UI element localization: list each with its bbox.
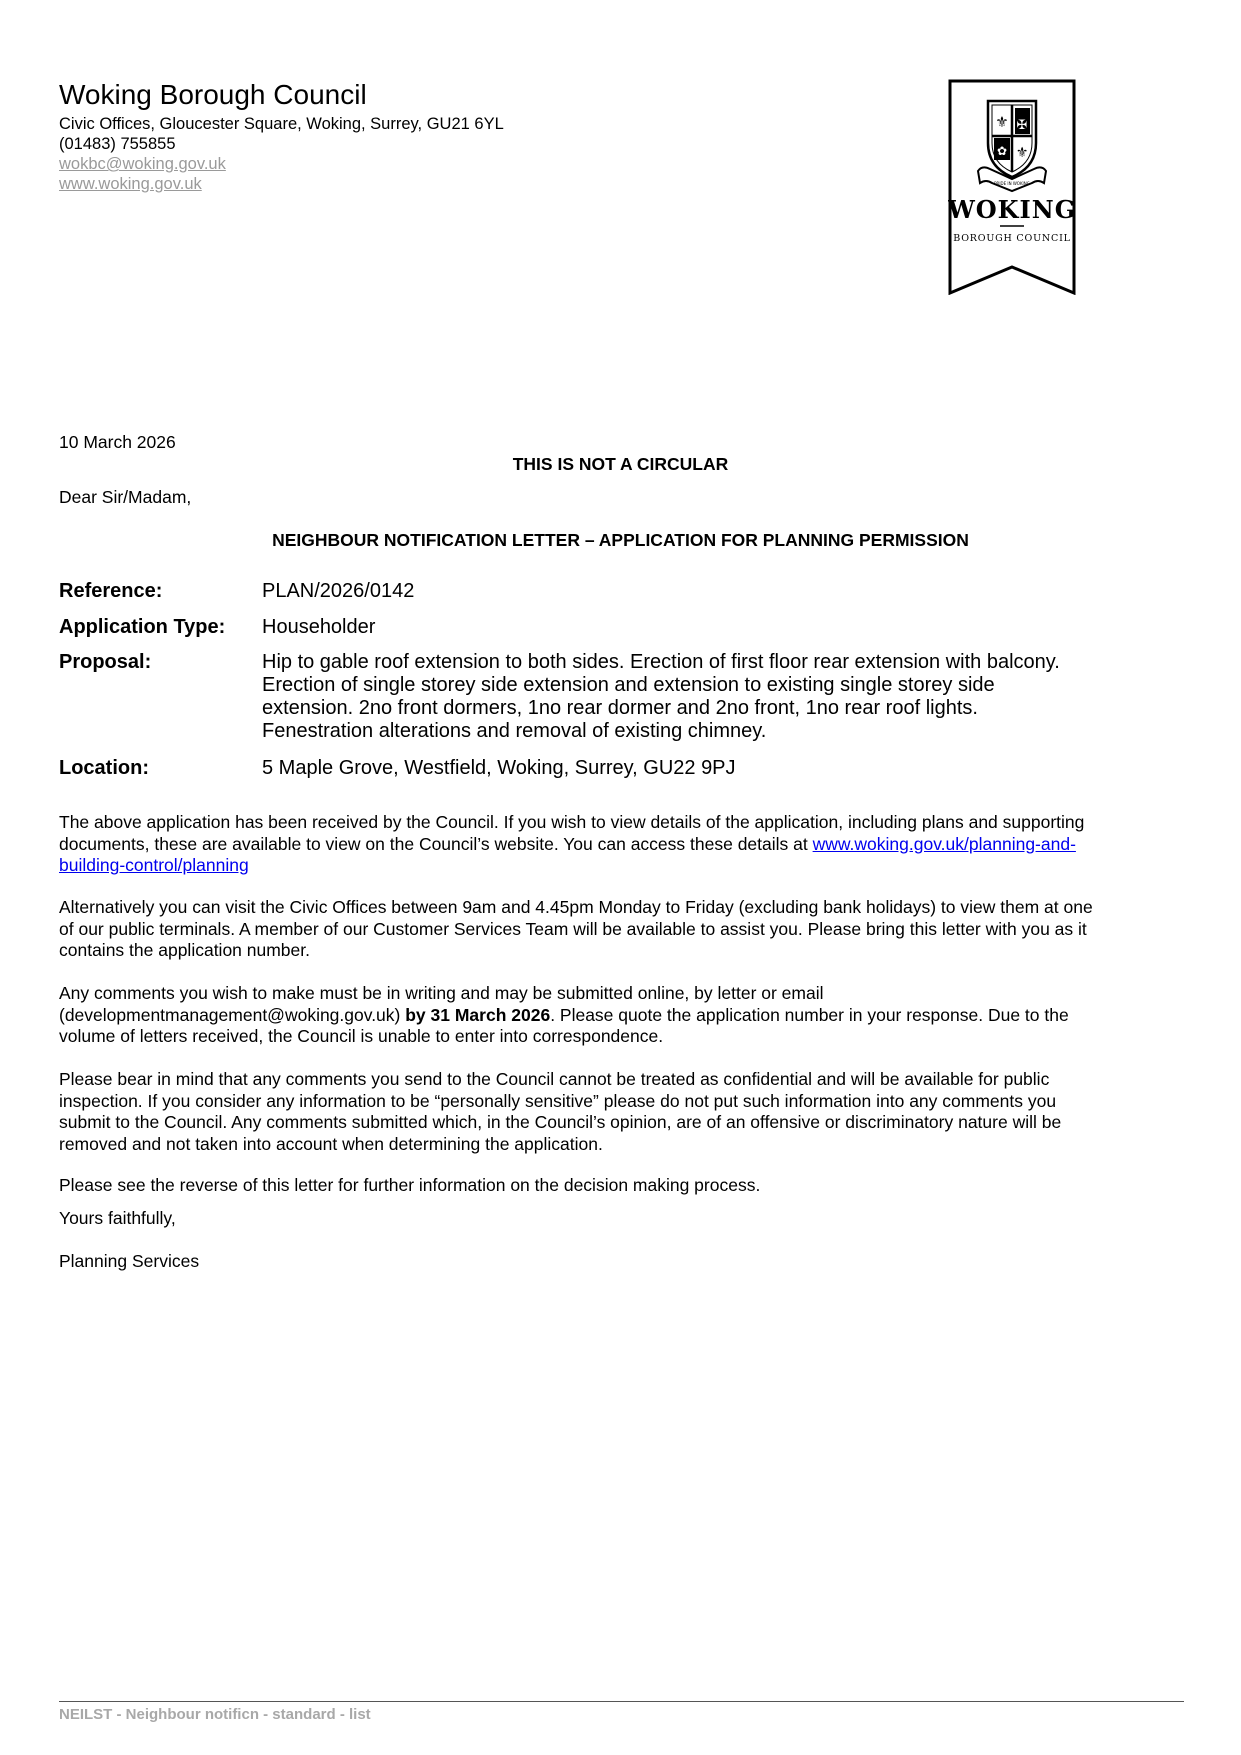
proposal-line: Hip to gable roof extension to both sides. Erection of first floor rear extension with balcony. <box>262 651 1060 673</box>
location-value: 5 Maple Grove, Westfield, Woking, Surrey, GU22 9PJ <box>262 757 736 779</box>
paragraph-see-reverse: Please see the reverse of this letter for further information on the decision making process. <box>59 1175 761 1195</box>
svg-text:⚜: ⚜ <box>995 113 1009 131</box>
paragraph-confidentiality: Please bear in mind that any comments you send to the Council cannot be treated as confidential and will be available for public inspection. If you consider any information to be “personally sensitive” please do not put such information into any comments you submit to the Council. Any comments submitted which, in the Council’s opinion, are of an offensive or discriminatory nature will be removed and not taken into account when determining the application. <box>59 1069 1062 1154</box>
location-label: Location: <box>59 757 149 779</box>
paragraph-civic-offices: Alternatively you can visit the Civic Offices between 9am and 4.45pm Monday to Friday (excluding bank holidays) to view them at one of our public terminals. A member of our Customer Services Team will be available to assist you. Please bring this letter with you as it contains the application number. <box>59 897 1093 960</box>
council-name: Woking Borough Council <box>59 79 367 110</box>
svg-text:✠: ✠ <box>1016 118 1028 133</box>
logo-subtitle: BOROUGH COUNCIL <box>953 233 1071 244</box>
footer-divider <box>59 1701 1184 1702</box>
council-website-link[interactable]: www.woking.gov.uk <box>59 175 202 193</box>
footer-document-code: NEILST - Neighbour notificn - standard - list <box>59 1706 371 1723</box>
signature: Planning Services <box>59 1251 200 1271</box>
woking-logo <box>948 79 1076 295</box>
letter-date: 10 March 2026 <box>59 432 176 452</box>
not-circular-notice: THIS IS NOT A CIRCULAR <box>512 454 729 474</box>
paragraph-comments: Any comments you wish to make must be in writing and may be submitted online, by letter or email (developmentmanagement@woking.gov.uk) by 31 March 2026. Please quote the application number in your response. Due to the volume of letters received, the Council is unable to enter into correspondence. <box>59 983 1069 1046</box>
reference-value: PLAN/2026/0142 <box>262 580 415 602</box>
logo-motto: PRIDE IN WOKING <box>994 181 1030 186</box>
planning-website-link[interactable]: www.woking.gov.uk/planning-and- <box>812 833 1076 854</box>
proposal-value <box>262 651 1112 743</box>
reference-label: Reference: <box>59 580 163 602</box>
proposal-label: Proposal: <box>59 651 152 673</box>
salutation: Dear Sir/Madam, <box>59 487 192 507</box>
application-type-label: Application Type: <box>59 616 226 638</box>
closing: Yours faithfully, <box>59 1208 176 1228</box>
proposal-line: Erection of single storey side extension and extension to existing single storey side <box>262 674 995 696</box>
council-phone: (01483) 755855 <box>59 135 176 153</box>
proposal-line: extension. 2no front dormers, 1no rear dormer and 2no front, 1no rear roof lights. <box>262 697 978 719</box>
comment-deadline: by 31 March 2026 <box>405 1004 551 1025</box>
council-email-link[interactable]: wokbc@woking.gov.uk <box>59 155 226 173</box>
woking-crest-icon <box>978 101 1046 191</box>
proposal-line: Fenestration alterations and removal of existing chimney. <box>262 720 767 742</box>
letter-subject: NEIGHBOUR NOTIFICATION LETTER – APPLICATION FOR PLANNING PERMISSION <box>272 530 969 550</box>
svg-text:⚜: ⚜ <box>1015 145 1029 161</box>
paragraph-application-received: The above application has been received by the Council. If you wish to view details of the application, including plans and supporting documents, these are available to view on the Council’s website. You can access these details at www.woking.gov.uk/planning-and- building-control/planning <box>59 812 1085 875</box>
logo-wordmark: WOKING <box>948 195 1076 224</box>
svg-text:✿: ✿ <box>996 144 1008 158</box>
council-address: Civic Offices, Gloucester Square, Woking, Surrey, GU21 6YL <box>59 115 504 133</box>
planning-website-link-continued[interactable]: building-control/planning <box>59 855 249 875</box>
application-type-value: Householder <box>262 616 376 638</box>
